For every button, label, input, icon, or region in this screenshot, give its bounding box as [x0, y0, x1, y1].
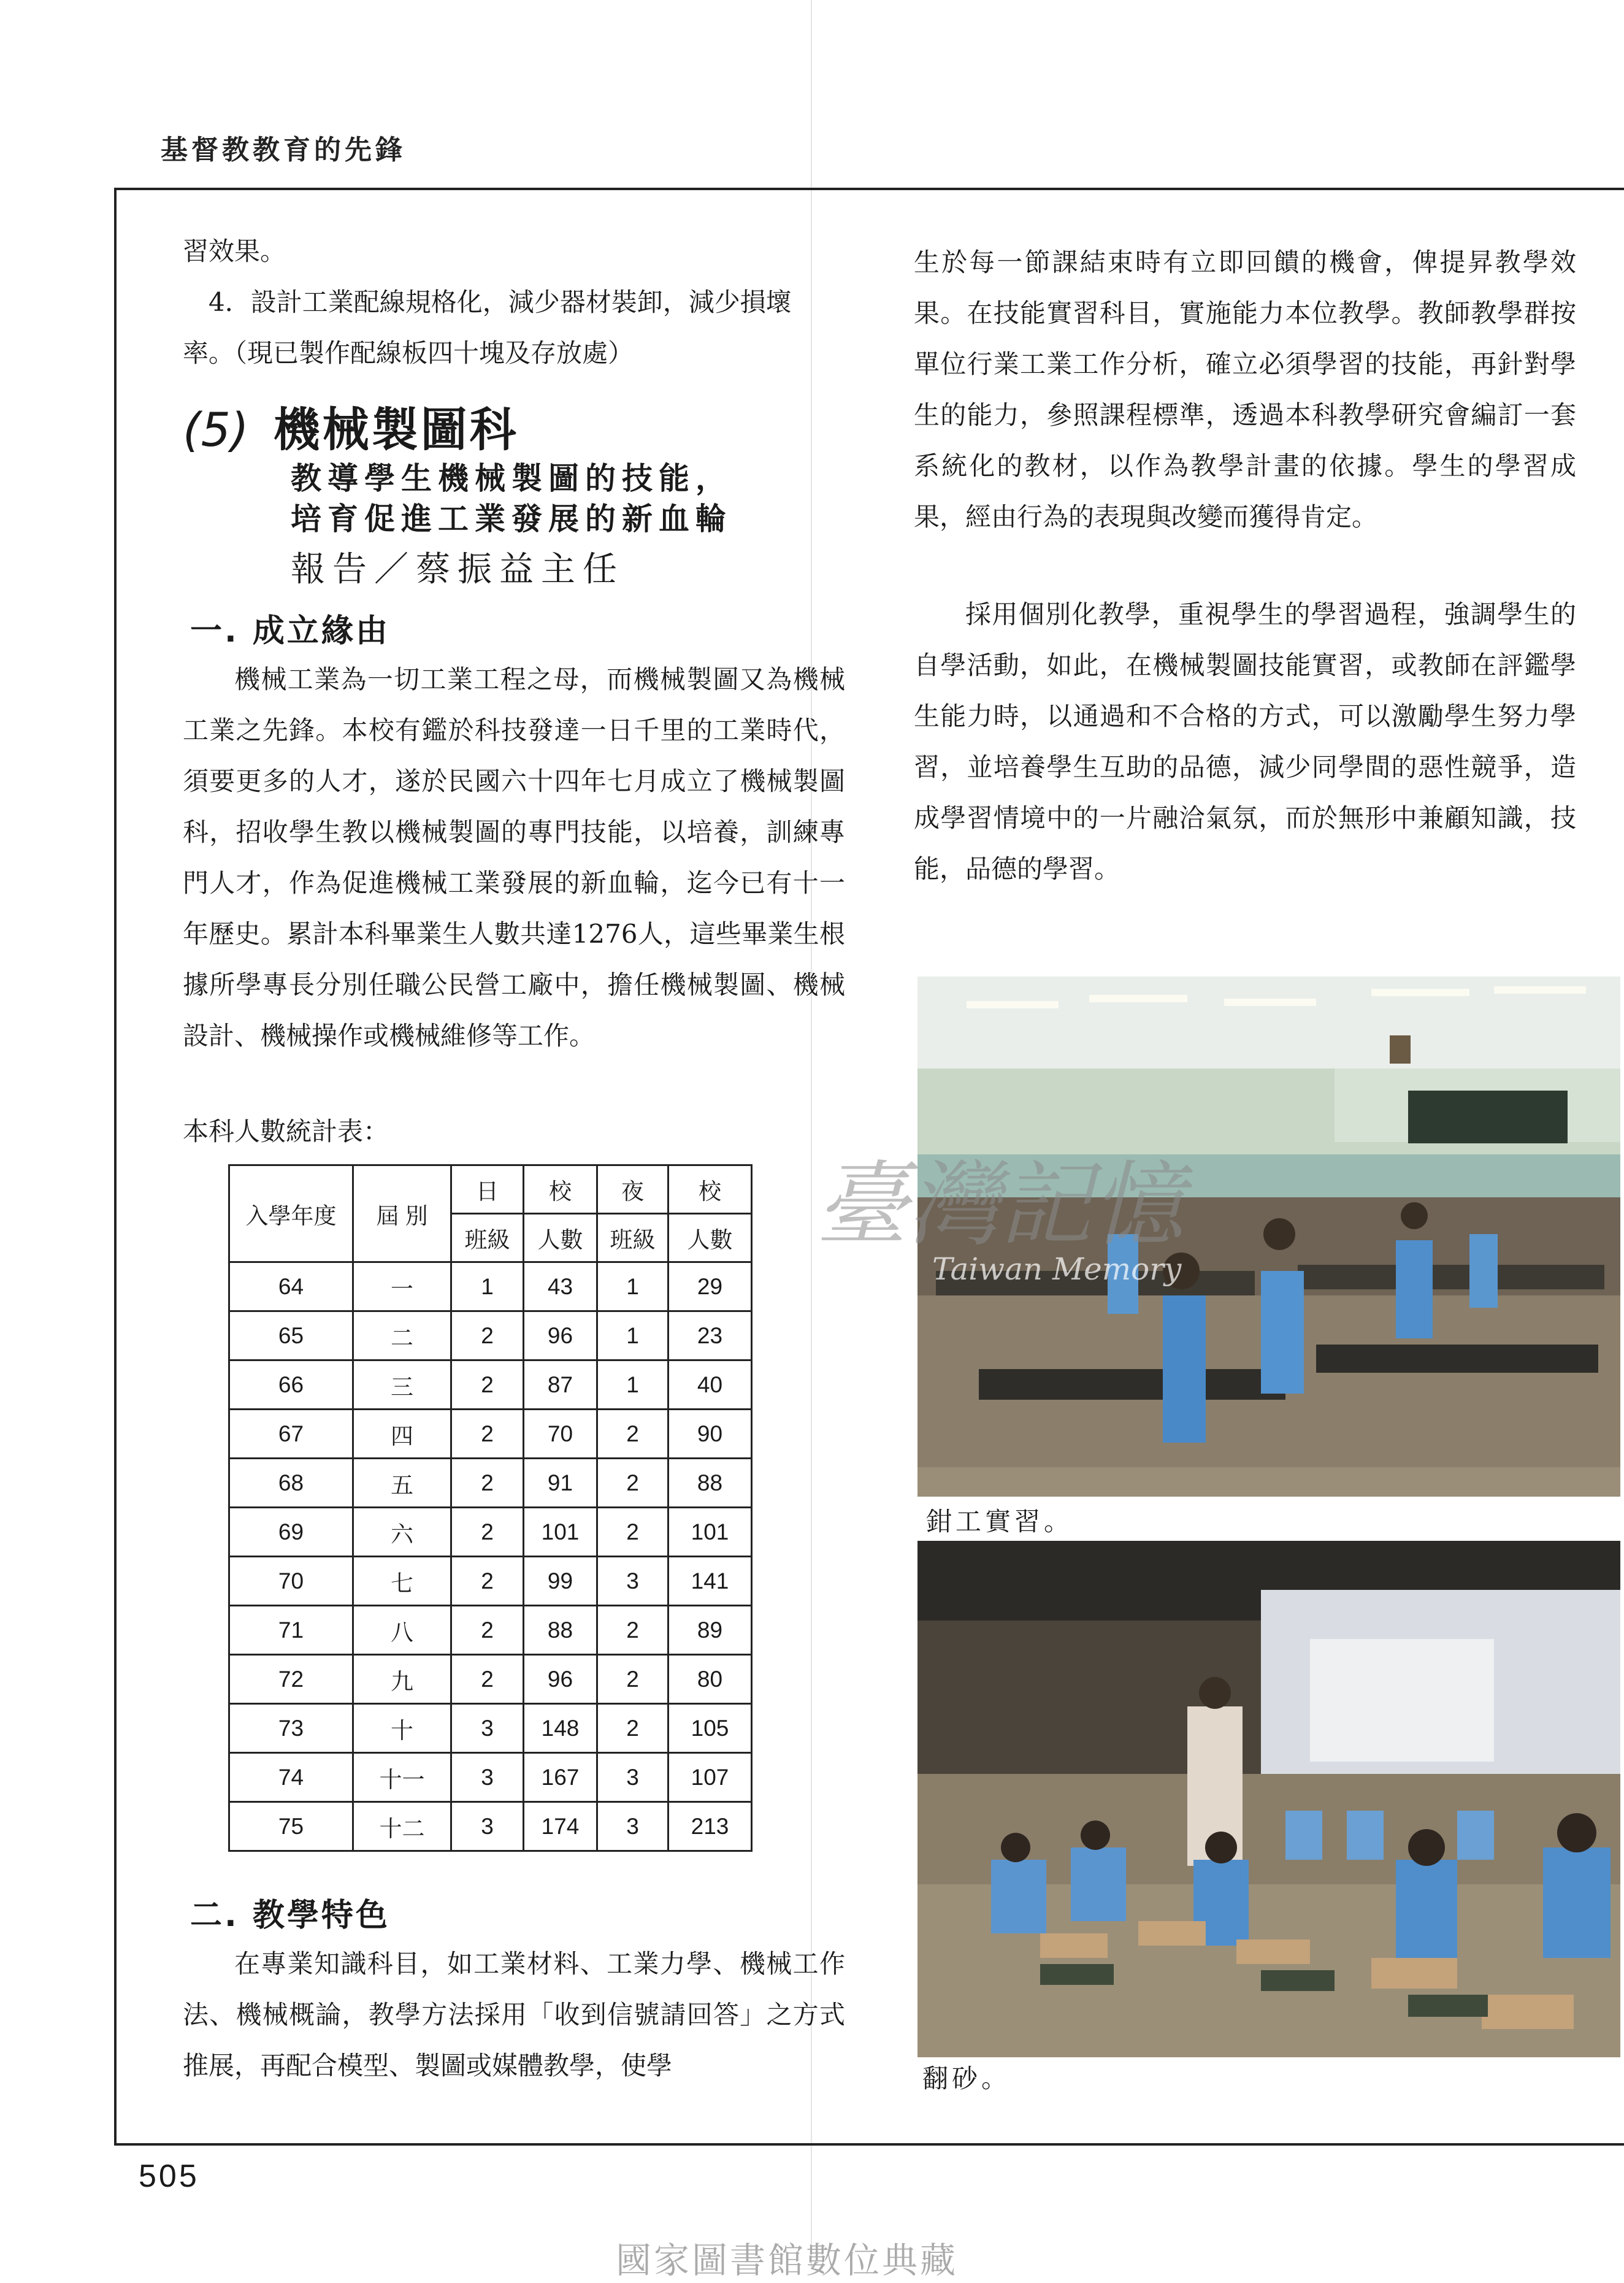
cell-enroll-year: 74	[229, 1753, 353, 1802]
cell-night-classes: 2	[597, 1606, 668, 1655]
cell-day-classes: 2	[451, 1459, 524, 1508]
table-header-row-top	[229, 1165, 752, 1214]
cell-night-students: 107	[668, 1753, 752, 1802]
page-number: 505	[139, 2158, 199, 2194]
frame-left-rule	[114, 188, 117, 2144]
table-row	[229, 1655, 752, 1704]
cell-enroll-year: 75	[229, 1802, 353, 1851]
cell-night-students: 88	[668, 1459, 752, 1508]
cell-day-students: 148	[524, 1704, 597, 1753]
cell-class-number: 二	[353, 1311, 451, 1360]
footer-attribution: 國家圖書館數位典藏	[616, 2239, 959, 2281]
header-day-students: 人數	[524, 1214, 597, 1262]
cell-night-classes: 3	[597, 1802, 668, 1851]
cell-day-students: 167	[524, 1753, 597, 1802]
cell-day-students: 96	[524, 1655, 597, 1704]
cell-class-number: 三	[353, 1360, 451, 1410]
cell-enroll-year: 69	[229, 1508, 353, 1557]
watermark-logo	[816, 1145, 1282, 1304]
section-subtitle-2: 培育促進工業發展的新血輪	[291, 501, 732, 537]
cell-class-number: 五	[353, 1459, 451, 1508]
cell-class-number: 七	[353, 1557, 451, 1606]
running-header: 基督教教育的先鋒	[161, 134, 406, 166]
cell-night-students: 29	[668, 1262, 752, 1311]
table-caption: 本科人數統計表：	[183, 1116, 389, 1146]
cell-class-number: 四	[353, 1410, 451, 1459]
cell-day-classes: 3	[451, 1753, 524, 1802]
cell-day-classes: 3	[451, 1704, 524, 1753]
cell-day-students: 87	[524, 1360, 597, 1410]
section-5-heading	[183, 393, 519, 459]
cell-day-students: 174	[524, 1802, 597, 1851]
cell-day-students: 88	[524, 1606, 597, 1655]
photo-sand-molding	[917, 1541, 1620, 2057]
cell-enroll-year: 71	[229, 1606, 353, 1655]
cell-night-classes: 2	[597, 1704, 668, 1753]
cell-night-classes: 1	[597, 1262, 668, 1311]
section-number: (5)	[183, 402, 249, 457]
table-row	[229, 1360, 752, 1410]
cell-night-students: 101	[668, 1508, 752, 1557]
right-paragraph-a: 生於每一節課結束時有立即回饋的機會，俾提昇教學效果。在技能實習科目，實施能力本位教學。教師教學群按單位行業工業工作分析，確立必須學習的技能，再針對學生的能力，參照課程標準，透過本科教學研究會編訂一套系統化的教材，以作為教學計畫的依據。學生的學習成果，經由行為的表現與改變而獲得肯定。	[914, 247, 1576, 532]
teaching-paragraph: 在專業知識科目，如工業材料、工業力學、機械工作法、機械概論，教學方法採用「收到信號請回答」之方式推展，再配合模型、製圖或媒體教學，使學	[183, 1949, 845, 2081]
header-night: 夜	[597, 1165, 668, 1214]
right-body-a	[914, 237, 1576, 542]
cell-enroll-year: 67	[229, 1410, 353, 1459]
cell-night-classes: 3	[597, 1753, 668, 1802]
cell-day-classes: 2	[451, 1655, 524, 1704]
cell-enroll-year: 72	[229, 1655, 353, 1704]
cell-day-classes: 2	[451, 1557, 524, 1606]
cell-night-students: 89	[668, 1606, 752, 1655]
cell-night-students: 105	[668, 1704, 752, 1753]
header-night-classes: 班級	[597, 1214, 668, 1262]
right-paragraph-b: 採用個別化教學，重視學生的學習過程，強調學生的自學活動，如此，在機械製圖技能實習，或教師在評鑑學生能力時，以通過和不合格的方式，可以激勵學生努力學習，並培養學生互助的品德，減少同學間的惡性競爭，造成學習情境中的一片融洽氣氛，而於無形中兼顧知識，技能，品德的學習。	[914, 599, 1576, 884]
cell-night-classes: 1	[597, 1360, 668, 1410]
cell-day-students: 91	[524, 1459, 597, 1508]
intro-line-3: 率。（現已製作配線板四十塊及存放處）	[183, 338, 634, 368]
cell-day-classes: 2	[451, 1360, 524, 1410]
header-school-2: 校	[668, 1165, 752, 1214]
intro-line-2: 4．設計工業配線規格化，減少器材裝卸，減少損壞	[209, 287, 792, 317]
cell-class-number: 六	[353, 1508, 451, 1557]
cell-class-number: 一	[353, 1262, 451, 1311]
cell-night-classes: 2	[597, 1410, 668, 1459]
cell-class-number: 八	[353, 1606, 451, 1655]
frame-bottom-rule	[114, 2143, 1624, 2146]
cell-night-students: 90	[668, 1410, 752, 1459]
cell-class-number: 十二	[353, 1802, 451, 1851]
cell-day-classes: 3	[451, 1802, 524, 1851]
cell-day-students: 70	[524, 1410, 597, 1459]
cell-day-students: 96	[524, 1311, 597, 1360]
table-row	[229, 1704, 752, 1753]
header-enroll-year: 入學年度	[229, 1165, 353, 1262]
cell-night-students: 141	[668, 1557, 752, 1606]
cell-enroll-year: 64	[229, 1262, 353, 1311]
table-row	[229, 1459, 752, 1508]
cell-day-classes: 2	[451, 1410, 524, 1459]
photo1-caption: 鉗工實習。	[926, 1506, 1074, 1537]
cell-night-classes: 3	[597, 1557, 668, 1606]
cell-day-students: 101	[524, 1508, 597, 1557]
header-school-1: 校	[524, 1165, 597, 1214]
cell-day-classes: 2	[451, 1606, 524, 1655]
table-row	[229, 1508, 752, 1557]
section-title: 機械製圖科	[273, 402, 519, 457]
table-row	[229, 1557, 752, 1606]
table-row	[229, 1606, 752, 1655]
cell-class-number: 十	[353, 1704, 451, 1753]
section-subtitle-1: 教導學生機械製圖的技能，	[291, 460, 732, 496]
intro-block	[183, 226, 845, 378]
header-night-students: 人數	[668, 1214, 752, 1262]
table-row	[229, 1262, 752, 1311]
table-row	[229, 1753, 752, 1802]
origin-body	[183, 654, 845, 1061]
cell-night-classes: 2	[597, 1459, 668, 1508]
enrollment-table	[228, 1164, 753, 1852]
cell-night-students: 80	[668, 1655, 752, 1704]
header-class-number: 屆 別	[353, 1165, 451, 1262]
heading-origin: 一. 成立緣由	[190, 613, 390, 650]
header-day-classes: 班級	[451, 1214, 524, 1262]
origin-paragraph: 機械工業為一切工業工程之母，而機械製圖又為機械工業之先鋒。本校有鑑於科技發達一日千里的工業時代，須要更多的人才，遂於民國六十四年七月成立了機械製圖科，招收學生教以機械製圖的專門技能，以培養，訓練專門人才，作為促進機械工業發展的新血輪，迄今已有十一年歷史。累計本科畢業生人數共達1276人，這些畢業生根據所學專長分別任職公民營工廠中，擔任機械製圖、機械設計、機械操作或機械維修等工作。	[183, 664, 845, 1051]
cell-class-number: 九	[353, 1655, 451, 1704]
cell-enroll-year: 70	[229, 1557, 353, 1606]
cell-day-students: 99	[524, 1557, 597, 1606]
table-row	[229, 1410, 752, 1459]
header-day: 日	[451, 1165, 524, 1214]
svg-text:臺灣記憶: 臺灣記憶	[816, 1152, 1184, 1259]
cell-night-students: 213	[668, 1802, 752, 1851]
cell-night-classes: 2	[597, 1508, 668, 1557]
photo-sand-molding-image	[917, 1541, 1620, 2057]
cell-enroll-year: 66	[229, 1360, 353, 1410]
right-body-b	[914, 589, 1576, 894]
teaching-body	[183, 1938, 845, 2091]
table-row	[229, 1802, 752, 1851]
cell-class-number: 十一	[353, 1753, 451, 1802]
cell-day-classes: 1	[451, 1262, 524, 1311]
cell-night-students: 40	[668, 1360, 752, 1410]
cell-enroll-year: 73	[229, 1704, 353, 1753]
frame-top-rule	[114, 188, 1624, 190]
byline: 報告／蔡振益主任	[291, 550, 624, 589]
cell-day-students: 43	[524, 1262, 597, 1311]
table-row	[229, 1311, 752, 1360]
intro-line-1: 習效果。	[183, 236, 286, 266]
heading-teaching: 二. 教學特色	[190, 1897, 390, 1934]
watermark-image	[816, 1145, 1282, 1304]
photo2-caption: 翻砂。	[922, 2063, 1011, 2093]
cell-enroll-year: 68	[229, 1459, 353, 1508]
svg-text:Taiwan Memory: Taiwan Memory	[932, 1251, 1182, 1287]
table-body	[229, 1262, 752, 1851]
cell-day-classes: 2	[451, 1508, 524, 1557]
cell-night-classes: 1	[597, 1311, 668, 1360]
cell-enroll-year: 65	[229, 1311, 353, 1360]
cell-night-students: 23	[668, 1311, 752, 1360]
cell-night-classes: 2	[597, 1655, 668, 1704]
cell-day-classes: 2	[451, 1311, 524, 1360]
